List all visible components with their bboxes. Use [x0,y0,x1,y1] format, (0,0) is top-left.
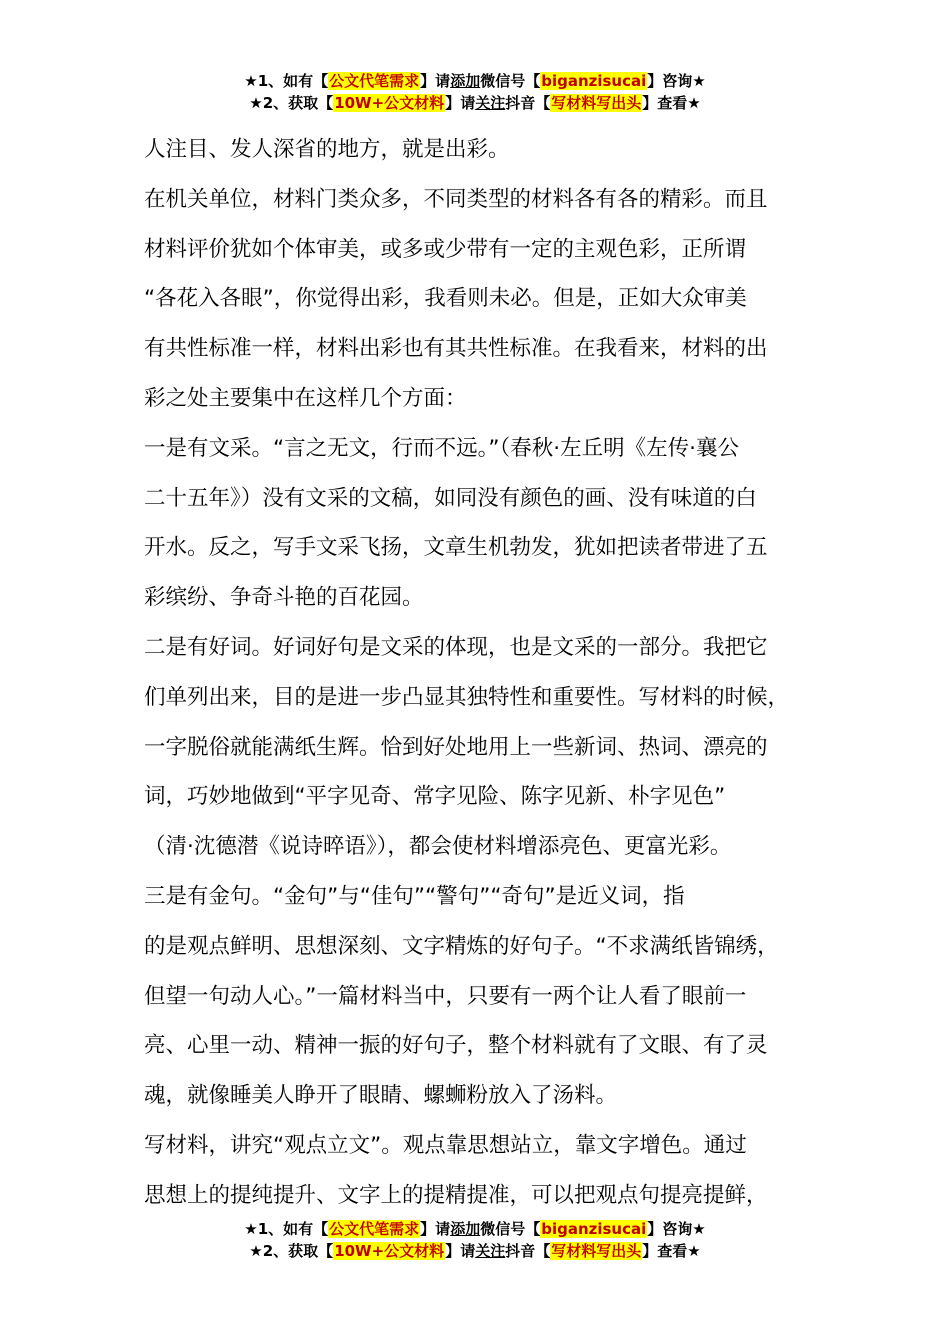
body-line: 词，巧妙地做到“平字见奇、常字见险、陈字见新、朴字见色” [144,784,726,810]
body-line: “各花入各眼”，你觉得出彩，我看则未必。但是，正如大众审美 [144,286,747,312]
highlight-wechat-id: biganzisucai [541,1220,647,1238]
highlight-materials: 10W+公文材料 [334,1242,445,1260]
footer-banner-line-1: ★1、如有【公文代笔需求】请添加微信号【biganzisucai】咨询★ [244,1220,706,1238]
highlight-materials: 10W+公文材料 [334,94,445,112]
body-line: 二十五年》）没有文采的文稿，如同没有颜色的画、没有味道的白 [144,485,757,511]
body-line: 彩之处主要集中在这样几个方面： [144,385,467,411]
highlight-douyin: 写材料写出头 [551,94,642,112]
body-line: 们单列出来，目的是进一步凸显其独特性和重要性。写材料的时候， [144,684,790,710]
footer-banner [0,1218,950,1262]
body-line: 有共性标准一样，材料出彩也有其共性标准。在我看来，材料的出 [144,336,768,362]
body-line: 二是有好词。好词好句是文采的体现，也是文采的一部分。我把它 [144,634,768,660]
body-line: 的是观点鲜明、思想深刻、文字精炼的好句子。“不求满纸皆锦绣， [144,933,779,959]
body-line: 开水。反之，写手文采飞扬，文章生机勃发，犹如把读者带进了五 [144,535,768,561]
body-line: 一是有文采。“言之无文，行而不远。”（春秋·左丘明《左传·襄公 [144,435,739,461]
body-line: 亮、心里一动、精神一振的好句子，整个材料就有了文眼、有了灵 [144,1033,768,1059]
highlight-service: 公文代笔需求 [329,72,420,90]
body-line: 思想上的提纯提升、文字上的提精提准，可以把观点句提亮提鲜， [144,1182,768,1208]
body-line: 写材料，讲究“观点立文”。观点靠思想站立，靠文字增色。通过 [144,1132,747,1158]
body-line: 但望一句动人心。”一篇材料当中，只要有一两个让人看了眼前一 [144,983,747,1009]
header-banner-line-1: ★1、如有【公文代笔需求】请添加微信号【biganzisucai】咨询★ [244,72,706,90]
highlight-service: 公文代笔需求 [329,1220,420,1238]
footer-banner-line-2: ★2、获取【10W+公文材料】请关注抖音【写材料写出头】查看★ [249,1242,701,1260]
body-line: 材料评价犹如个体审美，或多或少带有一定的主观色彩，正所谓 [144,236,747,262]
highlight-douyin: 写材料写出头 [551,1242,642,1260]
header-banner-line-2: ★2、获取【10W+公文材料】请关注抖音【写材料写出头】查看★ [249,94,701,112]
article-body [144,125,834,1221]
body-line: 魂，就像睡美人睁开了眼睛、螺蛳粉放入了汤料。 [144,1083,618,1109]
body-line: 在机关单位，材料门类众多，不同类型的材料各有各的精彩。而且 [144,186,768,212]
body-line: 三是有金句。“金句”与“佳句”“警句”“奇句”是近义词，指 [144,883,685,909]
body-line: 人注目、发人深省的地方，就是出彩。 [144,137,510,162]
body-line: 彩缤纷、争奇斗艳的百花园。 [144,585,424,611]
body-line: （清·沈德潜《说诗晬语》），都会使材料增添亮色、更富光彩。 [144,834,732,860]
header-banner [0,70,950,114]
highlight-wechat-id: biganzisucai [541,72,647,90]
body-line: 一字脱俗就能满纸生辉。恰到好处地用上一些新词、热词、漂亮的 [144,734,768,760]
